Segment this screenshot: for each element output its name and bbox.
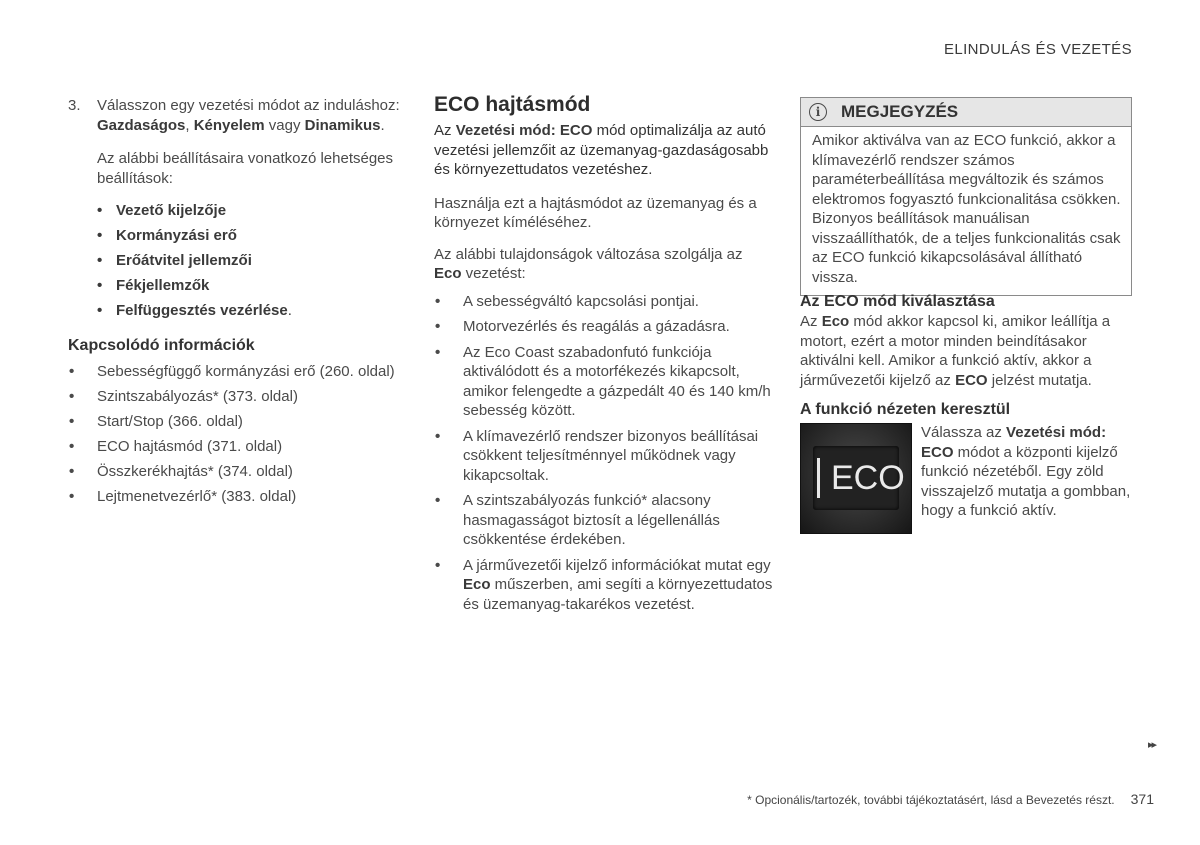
properties-paragraph [434,245,774,284]
step-intro: Válasszon egy vezetési módot az induláshoz: [97,97,400,114]
related-label: ECO hajtásmód (371. oldal) [97,438,283,455]
note-box [800,97,1132,296]
mode-economy: Gazdaságos [97,116,186,134]
list-item [97,223,403,248]
related-list [68,359,403,509]
view-mode: Vezetési mód: ECO [921,424,1107,461]
setting-suffix: . [287,302,292,319]
mode-sep-1: , [185,116,190,134]
settings-list [97,198,403,323]
related-link[interactable] [68,459,403,484]
list-item: • Az Eco Coast szabadonfutó funkciója aktiválódott és a motorfékezés kikapcsolt, amikor felengedte a gázpedált 40 és 140 km/h sebesség között. [434,343,774,421]
mode-comfort: Kényelem [193,116,265,134]
setting-label: Vezető kijelzője [116,202,227,219]
mode-sep-2: vagy [264,116,305,134]
related-label: Start/Stop (366. oldal) [97,413,243,430]
related-link[interactable] [68,384,403,409]
note-header [801,98,1131,127]
list-item [434,556,774,615]
sel-a: Az [800,313,822,330]
sel-e: jelzést mutatja. [987,371,1092,389]
sel-eco-2: ECO [955,371,988,389]
eco-button-image [800,423,912,534]
list-item: • A szintszabályozás funkció* alacsony hasmagasságot biztosít a légellenállás csökkentése érdekében. [434,491,774,550]
list-item: • A sebességváltó kapcsolási pontjai. [434,292,774,312]
list-item [97,273,403,298]
select-title: Az ECO mód kiválasztása [800,293,995,310]
view-content [800,423,1132,534]
related-link[interactable] [68,434,403,459]
list-item: • A klímavezérlő rendszer bizonyos beállításai csökkent teljesítménnyel működnek vagy kikapcsoltak. [434,427,774,486]
info-icon: i [809,103,827,121]
section-heading: ECO hajtásmód [434,93,591,116]
eco-button-label: ECO [831,459,905,497]
note-body: Amikor aktiválva van az ECO funkció, akkor a klímavezérlő rendszer számos paraméterbeállítása megváltozik és számos elektromos fogyasztó funkcionalitása csökken. Bizonyos beállítások manuálisan visszaállíthatók, de a teljes funkcionalitás csak az ECO funkció kikapcsolásával állítható vissza. [812,132,1121,286]
view-c: módot a központi kijelző funkció nézetéből. Egy zöld visszajelző mutatja a gombban, hogy a funkció aktív. [921,443,1131,519]
related-label: Szintszabályozás* (373. oldal) [97,388,298,405]
intro-a: Az [434,122,456,139]
view-section [800,400,1132,534]
related-label: Lejtmenetvezérlő* (383. oldal) [97,488,297,505]
list-item: • Motorvezérlés és reagálás a gázadásra. [434,317,774,337]
list-item [97,248,403,273]
running-header: ELINDULÁS ÉS VEZETÉS [943,41,1132,58]
intro-paragraph [434,121,774,180]
step-number: 3. [68,97,81,114]
sel-eco: Eco [821,313,850,330]
prop-eco: Eco [434,265,462,282]
related-link[interactable] [68,359,403,384]
mode-end: . [380,116,385,134]
column-middle [434,92,774,620]
list-item [97,298,403,323]
last-c: műszerben, ami segíti a környezettudatos és üzemanyag-takarékos vezetést. [463,576,773,613]
footer [747,790,1154,811]
setting-label: Fékjellemzők [116,277,210,294]
list-item [97,198,403,223]
last-a: A járművezetői kijelző információkat mutat egy [463,556,771,574]
setting-label: Felfüggesztés vezérlése [116,302,288,319]
intro-mode: Vezetési mód: ECO [455,122,593,139]
prop-c: vezetést: [461,265,526,282]
step-body [97,96,403,323]
intro-c: mód optimalizálja az autó vezetési jellemzőit az üzemanyag-gazdaságosabb és környezettudatos vezetéshez. [434,122,769,178]
prop-a: Az alábbi tulajdonságok változása szolgálja az [434,245,743,263]
step-intro-paragraph [97,96,403,135]
footnote: * Opcionális/tartozék, további tájékoztatásért, lásd a Bevezetés részt. [747,793,1115,807]
usage-paragraph: Használja ezt a hajtásmódot az üzemanyag és a környezet kíméléséhez. [434,194,757,231]
eco-properties-list [434,292,774,615]
column-left [68,96,403,509]
select-section [800,292,1132,390]
mode-dynamic: Dinamikus [304,116,381,134]
page-number: 371 [1130,791,1154,807]
sel-c: mód akkor kapcsol ki, amikor leállítja a motort, ezért a motor minden beindításakor aktiválni kell. Amikor a funkció aktív, akkor a járművezetői kijelző az [800,313,1111,389]
indicator-bar [817,458,820,498]
note-title: MEGJEGYZÉS [841,102,959,122]
view-title: A funkció nézeten keresztül [800,401,1011,418]
view-paragraph [921,423,1132,534]
related-label: Összkerékhajtás* (374. oldal) [97,463,293,480]
related-link[interactable] [68,409,403,434]
settings-intro: Az alábbi beállításaira vonatkozó lehetséges beállítások: [97,150,394,187]
related-title: Kapcsolódó információk [68,337,255,354]
continue-arrows-icon: ▸▸ [1148,739,1156,751]
select-paragraph [800,312,1132,390]
eco-button [813,446,905,510]
related-label: Sebességfüggő kormányzási erő (260. oldal) [97,363,395,380]
last-eco: Eco [463,576,491,593]
step-3 [68,96,403,323]
related-link[interactable] [68,484,403,509]
setting-label: Erőátvitel jellemzői [116,252,252,269]
view-a: Válassza az [921,424,1007,441]
setting-label: Kormányzási erő [116,227,237,244]
